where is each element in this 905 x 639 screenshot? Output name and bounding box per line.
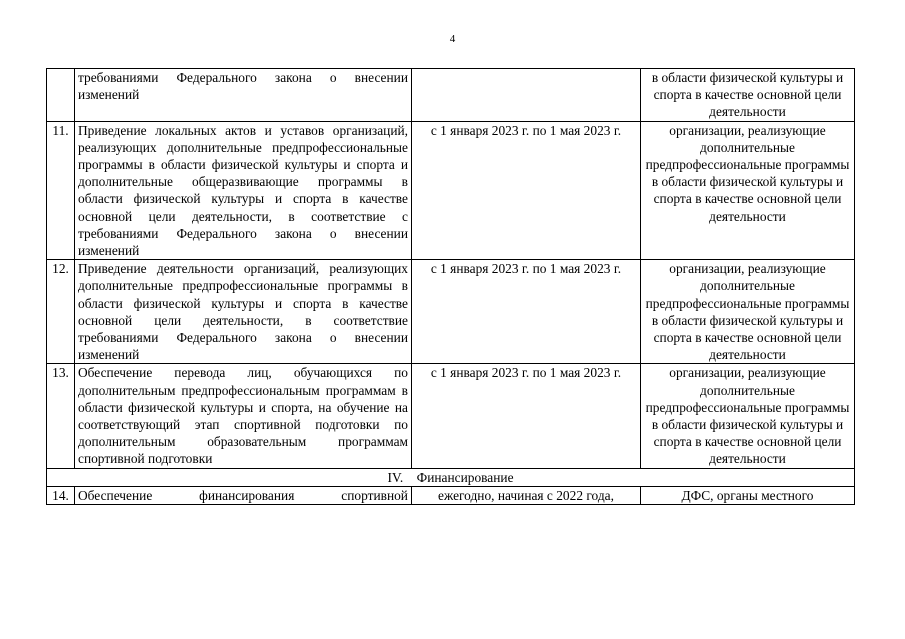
task-cell <box>75 486 412 504</box>
task-cell: Приведение локальных актов и уставов организаций, реализующих дополнительные предпрофессиональные программы в области физической культуры и спорта и дополнительные общеразвивающие программы в области физической культуры и спорта в качестве основной цели деятельности, в соответствие с требованиями Федерального закона о внесении изменений <box>75 121 412 260</box>
table-row <box>47 364 855 468</box>
term-cell: с 1 января 2023 г. по 1 мая 2023 г. <box>412 260 641 364</box>
task-cell: Приведение деятельности организаций, реализующих дополнительные предпрофессиональные программы в области физической культуры и спорта в качестве основной цели деятельности, в соответствие требованиями Федерального закона о внесении изменений <box>75 260 412 364</box>
executor-cell: организации, реализующие дополнительные предпрофессиональные программы в области физической культуры и спорта в качестве основной цели деятельности <box>641 364 855 468</box>
row-number: 12. <box>47 260 75 364</box>
section-numeral: IV. <box>387 469 404 485</box>
task-word: спортивной <box>341 487 408 503</box>
task-cell: Обеспечение перевода лиц, обучающихся по дополнительным предпрофессиональным программам в области физической культуры и спорта, на обучение на соответствующий этап спортивной подготовки по дополнительным образовательным программам спортивной подготовки <box>75 364 412 468</box>
plan-table <box>46 68 855 505</box>
page-number: 4 <box>449 33 456 45</box>
section-title: Финансирование <box>416 469 514 485</box>
task-cell: требованиями Федерального закона о внесении изменений <box>75 69 412 122</box>
table-row <box>47 260 855 364</box>
term-cell: с 1 января 2023 г. по 1 мая 2023 г. <box>412 364 641 468</box>
section-row <box>47 468 855 486</box>
task-word: Обеспечение <box>78 487 153 503</box>
section-heading <box>47 468 855 486</box>
term-cell <box>412 69 641 122</box>
table-row <box>47 69 855 122</box>
table-row <box>47 486 855 504</box>
executor-cell: организации, реализующие дополнительные предпрофессиональные программы в области физической культуры и спорта в качестве основной цели деятельности <box>641 260 855 364</box>
row-number: 14. <box>47 486 75 504</box>
row-number: 11. <box>47 121 75 260</box>
row-number: 13. <box>47 364 75 468</box>
table-row <box>47 121 855 260</box>
executor-cell: ДФС, органы местного <box>641 486 855 504</box>
task-word: финансирования <box>199 487 295 503</box>
executor-cell: в области физической культуры и спорта в качестве основной цели деятельности <box>641 69 855 122</box>
row-number <box>47 69 75 122</box>
term-cell: ежегодно, начиная с 2022 года, <box>412 486 641 504</box>
executor-cell: организации, реализующие дополнительные предпрофессиональные программы в области физической культуры и спорта в качестве основной цели деятельности <box>641 121 855 260</box>
term-cell: с 1 января 2023 г. по 1 мая 2023 г. <box>412 121 641 260</box>
